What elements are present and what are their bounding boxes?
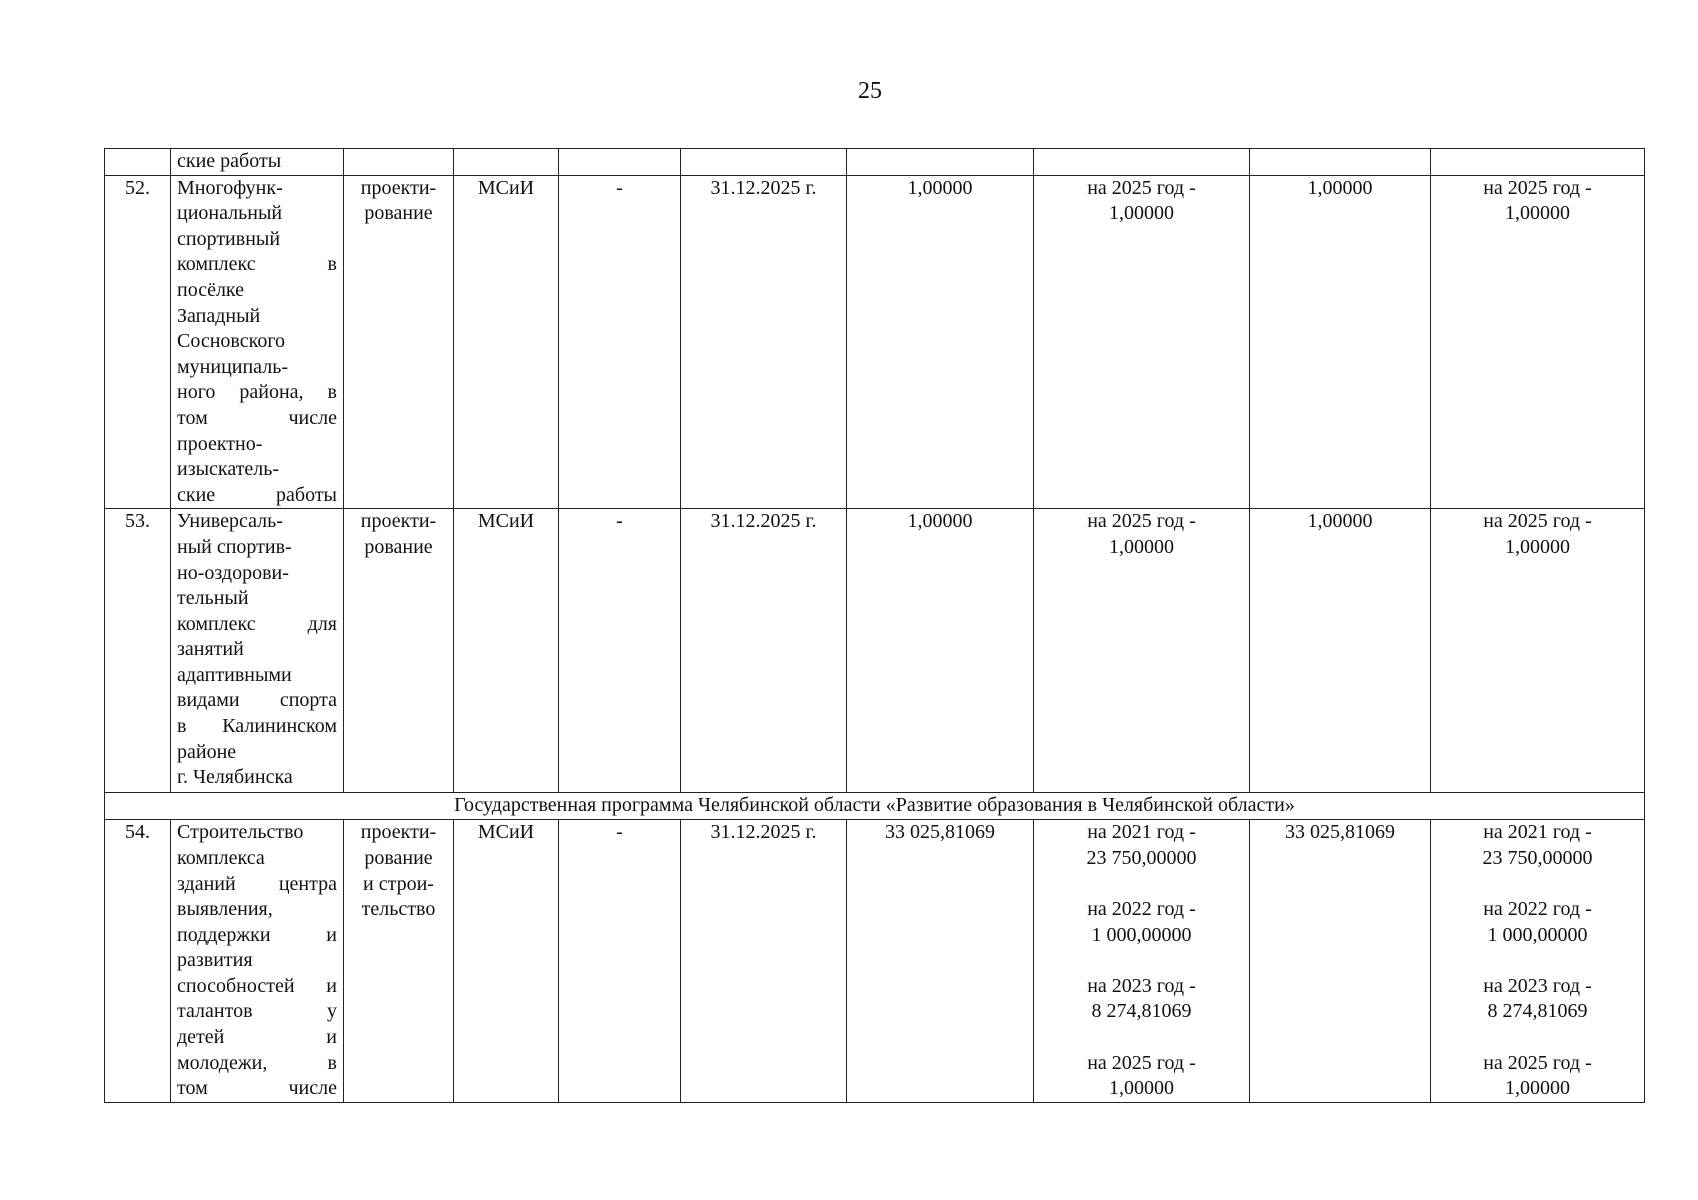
- regional-line: на 2025 год -: [1483, 176, 1592, 199]
- name-word: том: [177, 1077, 208, 1100]
- funding-line: [1040, 1025, 1243, 1051]
- name-line: [177, 612, 337, 638]
- kind-line: рование: [364, 535, 433, 558]
- regional-line: на 2025 год -: [1483, 510, 1592, 533]
- name-word: спорта: [279, 689, 337, 712]
- name-word: и: [326, 1026, 337, 1049]
- cell-deadline: 31.12.2025 г.: [681, 175, 847, 509]
- name-line: г. Челябинска: [177, 766, 293, 789]
- name-line: изыскатель-: [177, 458, 280, 481]
- cell-deadline: 31.12.2025 г.: [681, 820, 847, 1103]
- regional-line: [1437, 948, 1638, 974]
- name-line: [177, 1051, 337, 1077]
- kind-line: проекти-: [360, 510, 437, 533]
- funding-line: [1040, 872, 1243, 898]
- funding-line: 23 750,00000: [1086, 846, 1197, 869]
- name-line: [177, 999, 337, 1025]
- funding-line: на 2025 год -: [1087, 1051, 1196, 1074]
- cell-regional-by-year: [1431, 509, 1645, 793]
- kind-line: рование: [364, 846, 433, 869]
- funding-line: на 2025 год -: [1087, 176, 1196, 199]
- name-word: видами: [177, 689, 240, 712]
- regional-line: на 2025 год -: [1483, 1051, 1592, 1074]
- name-line: [177, 714, 337, 740]
- cell-power: -: [559, 175, 681, 509]
- cell-object-name: [171, 175, 344, 509]
- cell-empty: [1250, 149, 1431, 176]
- cell-empty: [1431, 149, 1645, 176]
- cell-estimate: 1,00000: [847, 175, 1034, 509]
- name-word: в: [177, 715, 187, 738]
- name-word: для: [307, 612, 337, 635]
- cell-regional-by-year: [1431, 175, 1645, 509]
- name-word: ские: [177, 483, 216, 506]
- funding-line: на 2021 год -: [1087, 821, 1196, 844]
- name-line: муниципаль-: [177, 355, 288, 378]
- program-heading: Государственная программа Челябинской области «Развитие образования в Челябинской области»: [105, 793, 1645, 820]
- name-word: талантов: [177, 1000, 253, 1023]
- name-word: у: [327, 1000, 337, 1023]
- name-line: районе: [177, 740, 237, 763]
- table-row: [105, 509, 1645, 793]
- regional-line: 1 000,00000: [1487, 923, 1588, 946]
- table-row-continued: [105, 149, 1645, 176]
- cell-estimate: 33 025,81069: [847, 820, 1034, 1103]
- regional-line: 1,00000: [1505, 1077, 1570, 1100]
- name-line: Сосновского: [177, 330, 286, 353]
- name-word: молодежи,: [177, 1051, 268, 1074]
- funding-line: 1,00000: [1109, 202, 1174, 225]
- cell-regional-total: 1,00000: [1250, 509, 1431, 793]
- funding-line: 1 000,00000: [1091, 923, 1192, 946]
- cell-work-kind: [344, 175, 454, 509]
- cell-name-continued: ские работы: [171, 149, 344, 176]
- funding-line: на 2022 год -: [1087, 898, 1196, 921]
- table-row: [105, 175, 1645, 509]
- funding-line: [1040, 948, 1243, 974]
- name-word: района,: [239, 381, 304, 404]
- table-row: [105, 820, 1645, 1103]
- cell-customer: МСиИ: [454, 820, 559, 1103]
- name-line: циональный: [177, 202, 283, 225]
- cell-regional-total: 1,00000: [1250, 175, 1431, 509]
- name-word: детей: [177, 1026, 225, 1049]
- kind-line: тельство: [361, 898, 436, 921]
- name-word: центра: [278, 872, 337, 895]
- name-line: Многофунк-: [177, 176, 283, 199]
- name-word: в: [327, 1051, 337, 1074]
- cell-empty: [454, 149, 559, 176]
- name-line: но-оздорови-: [177, 561, 289, 584]
- regional-line: на 2021 год -: [1483, 821, 1592, 844]
- name-line: [177, 406, 337, 432]
- name-line: [177, 923, 337, 949]
- name-word: комплекс: [177, 253, 256, 276]
- cell-object-name: [171, 820, 344, 1103]
- cell-funding-by-year: [1034, 820, 1250, 1103]
- cell-funding-by-year: [1034, 175, 1250, 509]
- cell-power: -: [559, 820, 681, 1103]
- program-heading-row: [105, 793, 1645, 820]
- name-line: спортивный: [177, 227, 281, 250]
- name-line: Строительство: [177, 821, 304, 844]
- cell-funding-by-year: [1034, 509, 1250, 793]
- funding-line: 1,00000: [1109, 1077, 1174, 1100]
- cell-num: [105, 149, 171, 176]
- name-word: том: [177, 406, 208, 429]
- name-line: [177, 380, 337, 406]
- cell-empty: [847, 149, 1034, 176]
- kind-line: рование: [364, 202, 433, 225]
- kind-line: и строи-: [363, 872, 434, 895]
- investment-table: [104, 148, 1645, 1103]
- name-line: [177, 483, 337, 509]
- cell-object-name: [171, 509, 344, 793]
- regional-line: 1,00000: [1505, 535, 1570, 558]
- name-word: работы: [276, 483, 337, 506]
- name-word: способностей: [177, 974, 295, 997]
- regional-line: на 2022 год -: [1483, 898, 1592, 921]
- regional-line: на 2023 год -: [1483, 974, 1592, 997]
- cell-deadline: 31.12.2025 г.: [681, 509, 847, 793]
- funding-line: на 2023 год -: [1087, 974, 1196, 997]
- name-line: [177, 252, 337, 278]
- name-line: посёлке: [177, 278, 245, 301]
- cell-power: -: [559, 509, 681, 793]
- table-body: [105, 149, 1645, 1103]
- regional-line: 8 274,81069: [1487, 1000, 1588, 1023]
- cell-work-kind: [344, 509, 454, 793]
- funding-line: 8 274,81069: [1091, 1000, 1192, 1023]
- cell-customer: МСиИ: [454, 509, 559, 793]
- name-line: ный спортив-: [177, 535, 292, 558]
- name-line: [177, 872, 337, 898]
- name-line: [177, 974, 337, 1000]
- cell-empty: [681, 149, 847, 176]
- name-word: поддержки: [177, 923, 271, 946]
- name-word: числе: [288, 406, 337, 429]
- funding-line: 1,00000: [1109, 535, 1174, 558]
- name-word: Калининском: [222, 715, 337, 738]
- funding-line: на 2025 год -: [1087, 510, 1196, 533]
- cell-work-kind: [344, 820, 454, 1103]
- cell-empty: [559, 149, 681, 176]
- name-line: Западный: [177, 304, 261, 327]
- name-word: ного: [177, 381, 216, 404]
- name-line: тельный: [177, 587, 249, 610]
- regional-line: 1,00000: [1505, 202, 1570, 225]
- name-line: [177, 1076, 337, 1102]
- page-number: 25: [858, 78, 882, 104]
- name-word: комплекс: [177, 612, 256, 635]
- name-line: проектно-: [177, 432, 263, 455]
- name-line: занятий: [177, 638, 244, 661]
- name-word: зданий: [177, 872, 236, 895]
- name-line: [177, 688, 337, 714]
- name-line: комплекса: [177, 846, 265, 869]
- name-word: и: [326, 923, 337, 946]
- regional-line: 23 750,00000: [1482, 846, 1593, 869]
- regional-line: [1437, 872, 1638, 898]
- cell-empty: [1034, 149, 1250, 176]
- name-word: в: [327, 381, 337, 404]
- name-line: развития: [177, 949, 253, 972]
- name-word: в: [327, 253, 337, 276]
- name-word: числе: [288, 1077, 337, 1100]
- cell-estimate: 1,00000: [847, 509, 1034, 793]
- cell-customer: МСиИ: [454, 175, 559, 509]
- name-line: адаптивными: [177, 663, 292, 686]
- kind-line: проекти-: [360, 176, 437, 199]
- kind-line: проекти-: [360, 821, 437, 844]
- name-line: [177, 1025, 337, 1051]
- name-line: выявления,: [177, 898, 273, 921]
- cell-num: 53.: [105, 509, 171, 793]
- name-line: Универсаль-: [177, 510, 283, 533]
- cell-empty: [344, 149, 454, 176]
- name-word: и: [326, 974, 337, 997]
- cell-regional-by-year: [1431, 820, 1645, 1103]
- regional-line: [1437, 1025, 1638, 1051]
- cell-num: 52.: [105, 175, 171, 509]
- cell-regional-total: 33 025,81069: [1250, 820, 1431, 1103]
- cell-num: 54.: [105, 820, 171, 1103]
